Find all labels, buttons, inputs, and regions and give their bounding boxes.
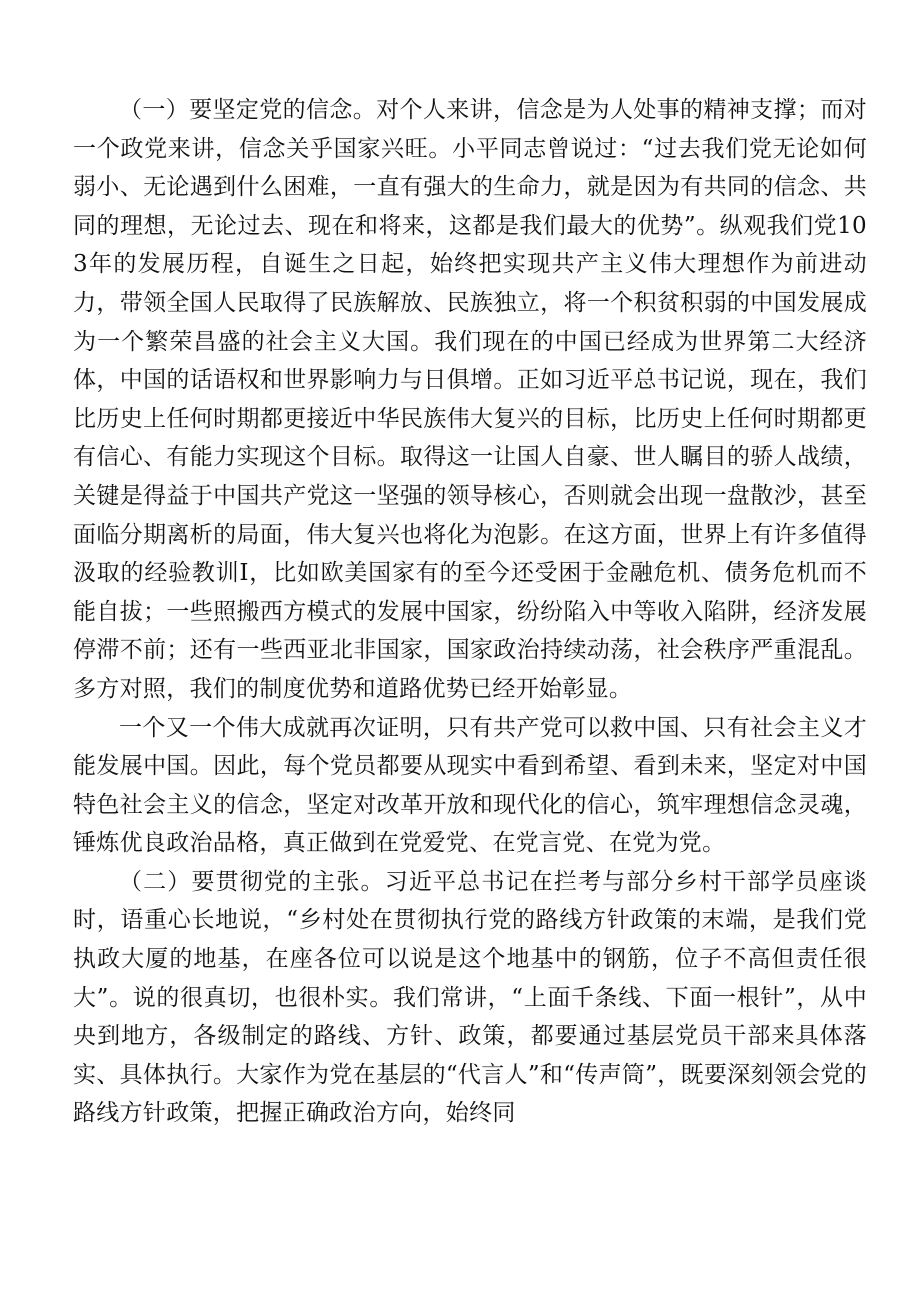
paragraph-party-belief: （一）要坚定党的信念。对个人来讲，信念是为人处事的精神支撑；而对一个政党来讲，信念关乎国家兴旺。小平同志曾说过：“过去我们党无论如何弱小、无论遇到什么困难，一直有强大的生命力，就是因为有共同的信念、共同的理想，无论过去、现在和将来，这都是我们最大的优势”。纵观我们党103年的发展历程，自诞生之日起，始终把实现共产主义伟大理想作为前进动力，带领全国人民取得了民族解放、民族独立，将一个积贫积弱的中国发展成为一个繁荣昌盛的社会主义大国。我们现在的中国已经成为世界第二大经济体，中国的话语权和世界影响力与日俱增。正如习近平总书记说，现在，我们比历史上任何时期都更接近中华民族伟大复兴的目标，比历史上任何时期都更有信心、有能力实现这个目标。取得这一让国人自豪、世人瞩目的骄人战绩，关键是得益于中国共产党这一坚强的领导核心，否则就会出现一盘散沙，甚至面临分期离析的局面，伟大复兴也将化为泡影。在这方面，世界上有许多值得汲取的经验教训I，比如欧美国家有的至今还受困于金融危机、债务危机而不能自拔；一些照搬西方模式的发展中国家，纷纷陷入中等收入陷阱，经济发展停滞不前；还有一些西亚北非国家，国家政治持续动荡，社会秩序严重混乱。多方对照，我们的制度优势和道路优势已经开始彰显。 (73, 97, 867, 702)
paragraph-achievements: 一个又一个伟大成就再次证明，只有共产党可以救中国、只有社会主义才能发展中国。因此，每个党员都要从现实中看到希望、看到未来，坚定对中国特色社会主义的信念，坚定对改革开放和现代化的信心，筑牢理想信念灵魂，锤炼优良政治品格，真正做到在党爱党、在党言党、在党为党。 (73, 714, 867, 857)
document-body (73, 91, 867, 1133)
paragraph-party-policy: （二）要贯彻党的主张。习近平总书记在拦考与部分乡村干部学员座谈时，语重心长地说，“乡村处在贯彻执行党的路线方针政策的末端，是我们党执政大厦的地基，在座各位可以说是这个地基中的钢筋，位子不高但责任很大”。说的很真切，也很朴实。我们常讲，“上面千条线、下面一根针”，从中央到地方，各级制定的路线、方针、政策，都要通过基层党员干部来具体落实、具体执行。大家作为党在基层的“代言人”和“传声筒”，既要深刻领会党的路线方针政策，把握正确政治方向，始终同 (73, 868, 867, 1127)
